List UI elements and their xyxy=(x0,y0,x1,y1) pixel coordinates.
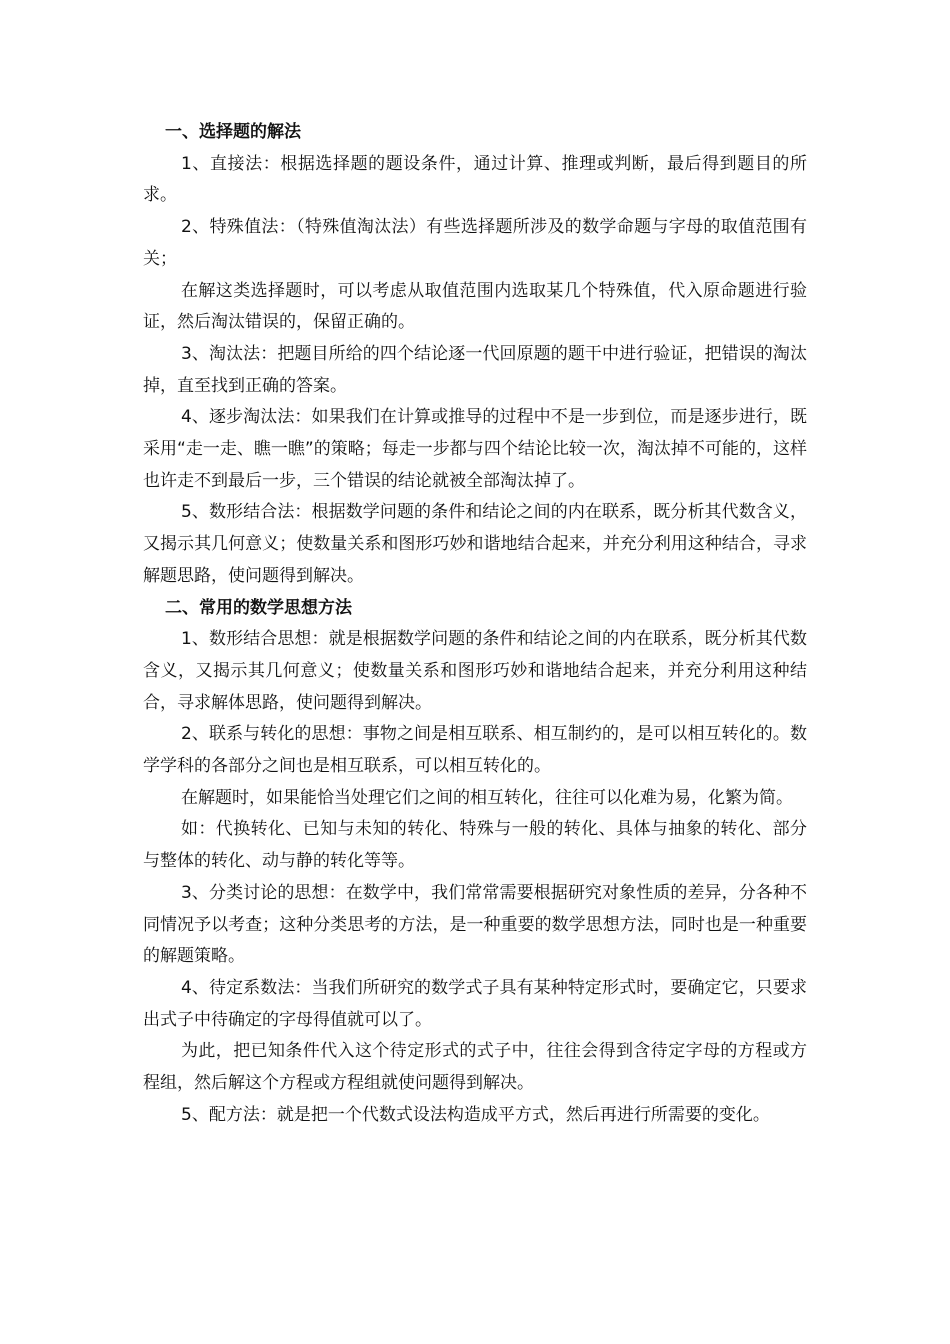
paragraph-elimination-method: 3、淘汰法：把题目所给的四个结论逐一代回原题的题干中进行验证，把错误的淘汰掉，直至找到正确的答案。 xyxy=(143,343,807,396)
paragraph-special-value-detail: 在解这类选择题时，可以考虑从取值范围内选取某几个特殊值，代入原命题进行验证，然后淘汰错误的，保留正确的。 xyxy=(143,280,807,333)
paragraph-transformation-examples: 如：代换转化、已知与未知的转化、特殊与一般的转化、具体与抽象的转化、部分与整体的转化、动与静的转化等等。 xyxy=(143,819,807,872)
paragraph-completing-square: 5、配方法：就是把一个代数式设法构造成平方式，然后再进行所需要的变化。 xyxy=(181,1104,770,1125)
paragraph-connection-transformation: 2、联系与转化的思想：事物之间是相互联系、相互制约的，是可以相互转化的。数学学科的各部分之间也是相互联系，可以相互转化的。 xyxy=(143,724,807,777)
paragraph-stepwise-elimination: 4、逐步淘汰法：如果我们在计算或推导的过程中不是一步到位，而是逐步进行，既采用“走一走、瞧一瞧”的策略；每走一步都与四个结论比较一次，淘汰掉不可能的，这样也许走不到最后一步，三个错误的结论就被全部淘汰掉了。 xyxy=(143,407,807,491)
section-heading-math-thinking: 二、常用的数学思想方法 xyxy=(165,597,352,618)
paragraph-special-value-method: 2、特殊值法：（特殊值淘汰法）有些选择题所涉及的数学命题与字母的取值范围有关； xyxy=(143,217,807,269)
paragraph-number-shape-thinking: 1、数形结合思想：就是根据数学问题的条件和结论之间的内在联系，既分析其代数含义，又揭示其几何意义；使数量关系和图形巧妙和谐地结合起来，并充分利用这种结合，寻求解体思路，使问题得到解决。 xyxy=(143,629,807,713)
paragraph-classification-thinking: 3、分类讨论的思想：在数学中，我们常常需要根据研究对象性质的差异，分各种不同情况予以考查；这种分类思考的方法，是一种重要的数学思想方法，同时也是一种重要的解题策略。 xyxy=(143,882,807,967)
paragraph-number-shape-method: 5、数形结合法：根据数学问题的条件和结论之间的内在联系，既分析其代数含义，又揭示其几何意义；使数量关系和图形巧妙和谐地结合起来，并充分利用这种结合，寻求解题思路，使问题得到解决。 xyxy=(143,502,807,586)
paragraph-undetermined-detail: 为此，把已知条件代入这个待定形式的式子中，往往会得到含待定字母的方程或方程组，然后解这个方程或方程组就使问题得到解决。 xyxy=(143,1041,807,1094)
document-page xyxy=(143,117,807,1132)
section-heading-choice-methods: 一、选择题的解法 xyxy=(165,122,301,142)
paragraph-undetermined-coefficients: 4、待定系数法：当我们所研究的数学式子具有某种特定形式时，要确定它，只要求出式子中待确定的字母得值就可以了。 xyxy=(143,977,807,1030)
paragraph-direct-method: 1、直接法：根据选择题的题设条件，通过计算、推理或判断，最后得到题目的所求。 xyxy=(143,153,807,206)
paragraph-transformation-detail: 在解题时，如果能恰当处理它们之间的相互转化，往往可以化难为易，化繁为简。 xyxy=(181,787,793,808)
